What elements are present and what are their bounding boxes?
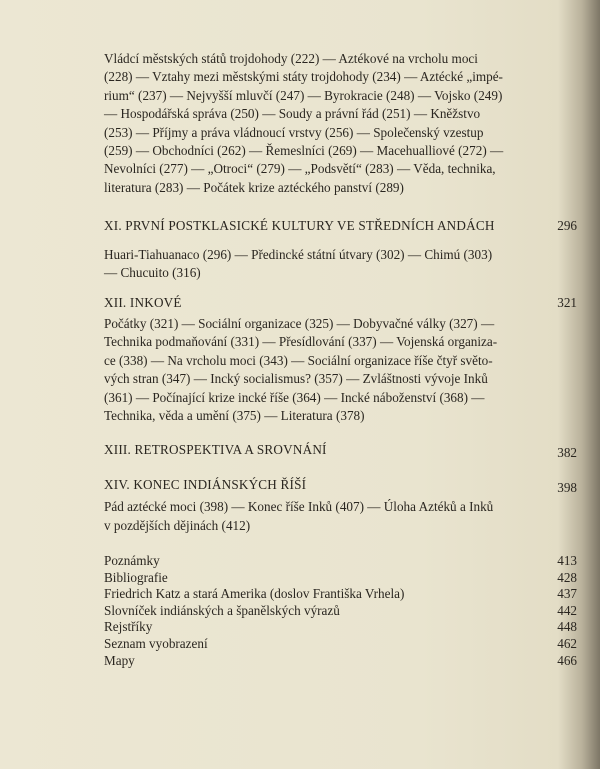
back-matter-list — [104, 553, 577, 669]
toc-line: Vládcí městských států trojdohody (222) — Aztékové na vrcholu moci — [104, 51, 478, 66]
back-matter-entry — [104, 636, 577, 653]
toc-line: Technika podmaňování (331) — Přesídlování (337) — Vojenská organiza- — [104, 334, 498, 350]
toc-line: Huari-Tiahuanaco (296) — Předincké státní útvary (302) — Chimú (303) — [104, 246, 493, 262]
entry-page-number: 413 — [557, 552, 577, 568]
chapter-title: XI. PRVNÍ POSTKLASICKÉ KULTURY VE STŘEDNÍCH ANDÁCH — [104, 218, 495, 234]
entry-page-number: 442 — [557, 602, 577, 618]
chapter-xi — [104, 217, 577, 282]
toc-line: — Chucuito (316) — [104, 265, 201, 281]
entry-page-number: 428 — [557, 569, 577, 585]
table-of-contents — [104, 50, 577, 669]
entry-title: Mapy — [104, 652, 135, 668]
toc-line: v pozdějších dějinách (412) — [104, 517, 251, 533]
entry-page-number: 466 — [557, 652, 577, 668]
chapter-xii — [104, 294, 577, 425]
chapter-page-number: 398 — [557, 479, 577, 495]
toc-line: (259) — Obchodníci (262) — Řemeslníci (269) — Macehualliové (272) — — [104, 143, 504, 159]
chapter-page-number: 382 — [557, 445, 577, 461]
entry-title: Friedrich Katz a stará Amerika (doslov Františka Vrhela) — [104, 586, 405, 602]
back-matter-entry — [104, 570, 577, 587]
chapter-page-number: 321 — [557, 295, 577, 311]
entry-title: Slovníček indiánských a španělských výrazů — [104, 602, 340, 618]
chapter-heading — [104, 441, 577, 459]
chapter-title: XIII. RETROSPEKTIVA A SROVNÁNÍ — [104, 442, 327, 458]
chapter-xiv — [104, 476, 577, 535]
chapter-entries — [104, 498, 577, 535]
chapter-title: XIV. KONEC INDIÁNSKÝCH ŘÍŠÍ — [104, 476, 307, 492]
chapter-title: XII. INKOVÉ — [104, 295, 182, 311]
toc-line: (253) — Příjmy a práva vládnoucí vrstvy (256) — Společenský vzestup — [104, 124, 484, 140]
chapter-heading — [104, 476, 577, 494]
back-matter-entry — [104, 553, 577, 570]
entry-page-number: 448 — [557, 619, 577, 635]
toc-line: (228) — Vztahy mezi městskými státy trojdohody (234) — Aztécké „impé- — [104, 69, 503, 85]
back-matter-entry — [104, 603, 577, 620]
chapter-heading — [104, 294, 577, 312]
entry-title: Bibliografie — [104, 569, 168, 585]
entry-title: Rejstříky — [104, 619, 153, 635]
chapter-heading — [104, 217, 577, 235]
toc-line: Pád aztécké moci (398) — Konec říše Inků (407) — Úloha Aztéků a Inků — [104, 499, 494, 515]
chapter-entries — [104, 246, 577, 283]
toc-line: — Hospodářská správa (250) — Soudy a právní řád (251) — Kněžstvo — [104, 106, 481, 122]
chapter-entries — [104, 315, 577, 425]
chapter-xiii — [104, 441, 577, 459]
entry-page-number: 437 — [557, 586, 577, 602]
intro-entries — [104, 50, 577, 197]
toc-line: Technika, věda a umění (375) — Literatura (378) — [104, 407, 365, 423]
back-matter-entry — [104, 619, 577, 636]
back-matter-entry — [104, 653, 577, 670]
entry-title: Poznámky — [104, 552, 160, 568]
toc-line: rium“ (237) — Nejvyšší mluvčí (247) — Byrokracie (248) — Vojsko (249) — [104, 87, 503, 103]
entry-page-number: 462 — [557, 635, 577, 651]
toc-line: literatura (283) — Počátek krize aztéckého panství (289) — [104, 179, 404, 195]
chapter-page-number: 296 — [557, 218, 577, 234]
toc-line: vých stran (347) — Incký socialismus? (357) — Zvláštnosti vývoje Inků — [104, 371, 488, 387]
toc-line: (361) — Počínající krize incké říše (364) — Incké náboženství (368) — — [104, 389, 485, 405]
toc-line: Počátky (321) — Sociální organizace (325) — Dobyvačné války (327) — — [104, 315, 495, 331]
toc-line: Nevolníci (277) — „Otroci“ (279) — „Podsvětí“ (283) — Věda, technika, — [104, 161, 496, 177]
back-matter-entry — [104, 586, 577, 603]
toc-line: ce (338) — Na vrcholu moci (343) — Sociální organizace říše čtyř světo- — [104, 352, 493, 368]
entry-title: Seznam vyobrazení — [104, 635, 208, 651]
